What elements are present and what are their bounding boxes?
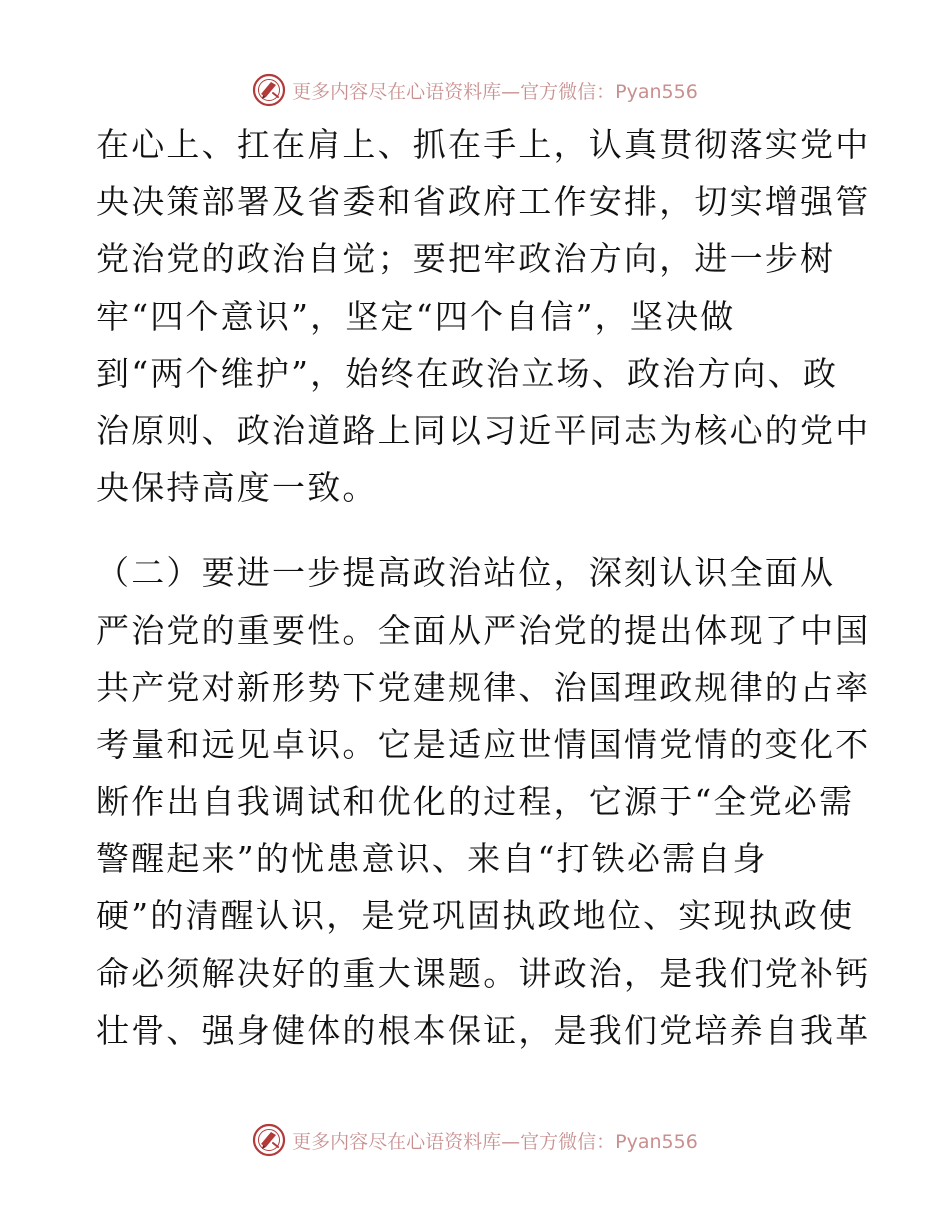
text-line: 央保持高度一致。 bbox=[96, 468, 378, 508]
text-line: 严治党的重要性。全面从严治党的提出体现了中国 bbox=[96, 610, 871, 650]
paragraph-2 bbox=[96, 544, 871, 1059]
text-line: 壮骨、强身健体的根本保证，是我们党培养自我革 bbox=[96, 1010, 871, 1050]
text-line: 央决策部署及省委和省政府工作安排，切实增强管 bbox=[96, 182, 871, 222]
text-line: 考量和远见卓识。它是适应世情国情党情的变化不 bbox=[96, 724, 871, 764]
text-line: 断作出自我调试和优化的过程，它源于“全党必需 bbox=[96, 782, 855, 822]
stamp-logo-icon bbox=[252, 73, 286, 107]
paragraph-1 bbox=[96, 116, 871, 516]
paragraph-gap bbox=[96, 516, 856, 544]
text-line: 治原则、政治道路上同以习近平同志为核心的党中 bbox=[96, 410, 871, 450]
text-line: 在心上、扛在肩上、抓在手上，认真贯彻落实党中 bbox=[96, 125, 871, 164]
watermark-text: 更多内容尽在心语资料库—官方微信：Pyan556 bbox=[292, 80, 698, 103]
text-line: 党治党的政治自觉；要把牢政治方向，进一步树 bbox=[96, 239, 836, 279]
footer-watermark bbox=[0, 1120, 950, 1160]
text-line: 警醒起来”的忧患意识、来自“打铁必需自身 bbox=[96, 839, 768, 879]
text-line: 硬”的清醒认识，是党巩固执政地位、实现执政使 bbox=[96, 896, 855, 936]
watermark-text: 更多内容尽在心语资料库—官方微信：Pyan556 bbox=[292, 1130, 698, 1153]
text-line: 牢“四个意识”，坚定“四个自信”，坚决做 bbox=[96, 296, 736, 336]
document-body bbox=[96, 116, 871, 1059]
text-line: （二）要进一步提高政治站位，深刻认识全面从 bbox=[96, 553, 836, 593]
stamp-logo-icon bbox=[252, 1123, 286, 1157]
text-line: 命必须解决好的重大课题。讲政治，是我们党补钙 bbox=[96, 953, 871, 993]
header-watermark bbox=[0, 70, 950, 110]
text-line: 共产党对新形势下党建规律、治国理政规律的占率 bbox=[96, 667, 871, 707]
text-line: 到“两个维护”，始终在政治立场、政治方向、政 bbox=[96, 353, 839, 393]
